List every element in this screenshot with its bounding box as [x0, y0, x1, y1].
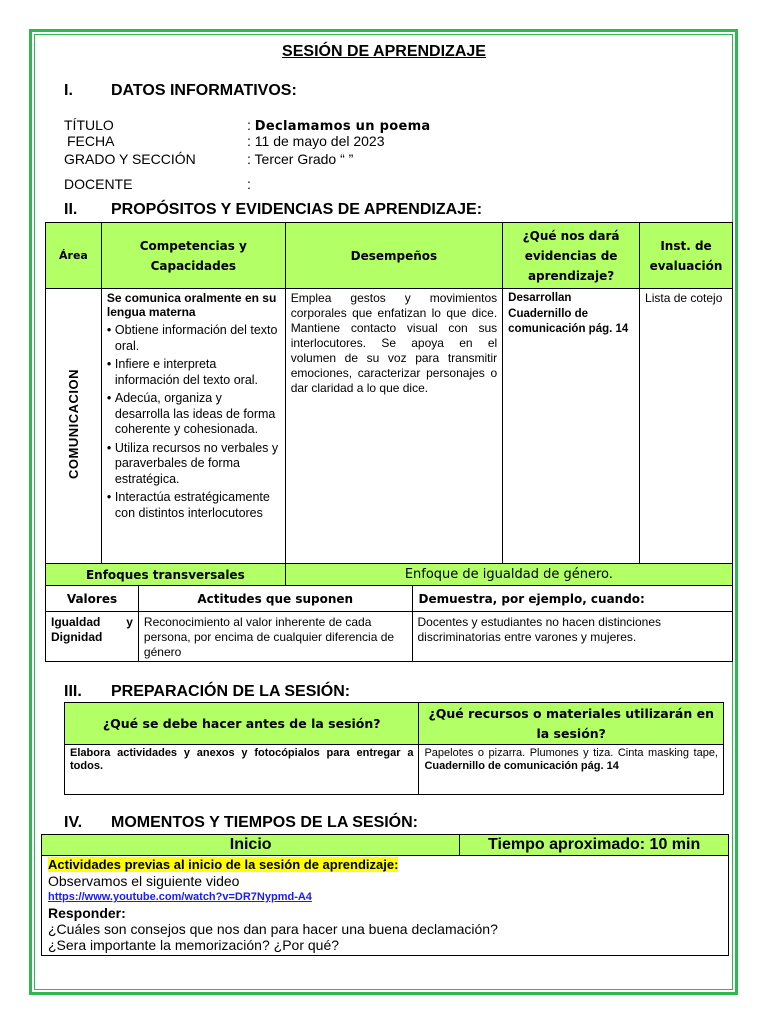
evidencia-cell: Desarrollan Cuadernillo de comunicación pág. 14 — [503, 289, 640, 564]
valor-cell: Igualdad y Dignidad — [46, 612, 139, 662]
section-3-heading: III. PREPARACIÓN DE LA SESIÓN: — [64, 683, 351, 700]
section-4-heading: IV. MOMENTOS Y TIEMPOS DE LA SESIÓN: — [64, 814, 419, 831]
moments-table — [41, 834, 729, 956]
list-item: • Adecúa, organiza y desarrolla las ideas de forma coherente y cohesionada. — [107, 391, 280, 438]
enfoques-label: Enfoques transversales — [46, 564, 286, 586]
competencia-title: Se comunica oralmente en su lengua materna — [106, 291, 277, 319]
docente-label: DOCENTE — [64, 176, 133, 192]
titulo-label: TÍTULO — [64, 117, 114, 133]
desempeno-cell: Emplea gestos y movimientos corporales que enfatizan lo que dice. Mantiene contacto visual con sus interlocutores. Se apoya en el volumen de su voz para transmitir emociones, caracterizar personajes o dar claridad a lo que dice. — [285, 289, 502, 564]
header-instrumento: Inst. de evaluación — [640, 223, 733, 289]
section-1-heading: I. DATOS INFORMATIVOS: — [64, 82, 297, 99]
area-value: COMUNICACION — [65, 368, 81, 479]
purpose-table — [45, 222, 733, 586]
competencias-cell — [101, 289, 285, 564]
values-table — [45, 585, 733, 662]
prep-cell-2: Papelotes o pizarra. Plumones y tiza. Cinta masking tape, Cuadernillo de comunicación pág. 14 — [419, 745, 724, 795]
header-valores: Valores — [46, 586, 139, 612]
prep-cell-1: Elabora actividades y anexos y fotocópialos para entregar a todos. — [65, 745, 419, 795]
prep-header-2: ¿Qué recursos o materiales utilizarán en la sesión? — [419, 703, 724, 745]
actitud-cell: Reconocimiento al valor inherente de cada persona, por encima de cualquier diferencia de género — [138, 612, 412, 662]
grado-value: : Tercer Grado “ ” — [247, 151, 354, 167]
header-demuestra: Demuestra, por ejemplo, cuando: — [412, 586, 733, 612]
capacidades-list — [107, 323, 280, 521]
question-1: ¿Cuáles son consejos que nos dan para hacer una buena declamación? — [48, 921, 498, 937]
list-item: • Obtiene información del texto oral. — [107, 323, 280, 354]
section-2-heading: II. PROPÓSITOS Y EVIDENCIAS DE APRENDIZAJE: — [64, 201, 483, 218]
instrumento-cell: Lista de cotejo — [640, 289, 733, 564]
prep-header-1: ¿Qué se debe hacer antes de la sesión? — [65, 703, 419, 745]
grado-label: GRADO Y SECCIÓN — [64, 151, 196, 167]
question-2: ¿Sera importante la memorización? ¿Por qué? — [48, 937, 340, 953]
list-item: • Utiliza recursos no verbales y paraverbales de forma estratégica. — [107, 441, 280, 488]
docente-value: : — [247, 176, 251, 192]
fecha-value: : 11 de mayo del 2023 — [247, 133, 385, 149]
previas-line: Actividades previas al inicio de la sesión de aprendizaje: — [48, 857, 399, 872]
demuestra-cell: Docentes y estudiantes no hacen distinciones discriminatorias entre varones y mujeres. — [412, 612, 733, 662]
enfoque-value: Enfoque de igualdad de género. — [285, 564, 732, 586]
header-desempenos: Desempeños — [285, 223, 502, 289]
phase-label: Inicio — [42, 835, 460, 856]
list-item: • Infiere e interpreta información del texto oral. — [107, 357, 280, 388]
header-competencias: Competencias y Capacidades — [101, 223, 285, 289]
titulo-value: : Declamamos un poema — [247, 117, 431, 134]
time-label: Tiempo aproximado: 10 min — [460, 835, 729, 856]
responder-label: Responder: — [48, 905, 126, 921]
fecha-label: FECHA — [67, 133, 115, 149]
header-evidencias: ¿Qué nos dará evidencias de aprendizaje? — [503, 223, 640, 289]
page-title: SESIÓN DE APRENDIZAJE — [282, 43, 486, 60]
observamos-line: Observamos el siguiente video — [48, 873, 240, 889]
header-actitudes: Actitudes que suponen — [138, 586, 412, 612]
moments-content — [42, 856, 729, 956]
area-cell — [46, 289, 102, 564]
list-item: • Interactúa estratégicamente con distintos interlocutores — [107, 490, 280, 521]
prep-table — [64, 702, 724, 795]
video-link[interactable]: https://www.youtube.com/watch?v=DR7Nypmd-A4 — [48, 891, 312, 903]
header-area: Área — [46, 223, 102, 289]
